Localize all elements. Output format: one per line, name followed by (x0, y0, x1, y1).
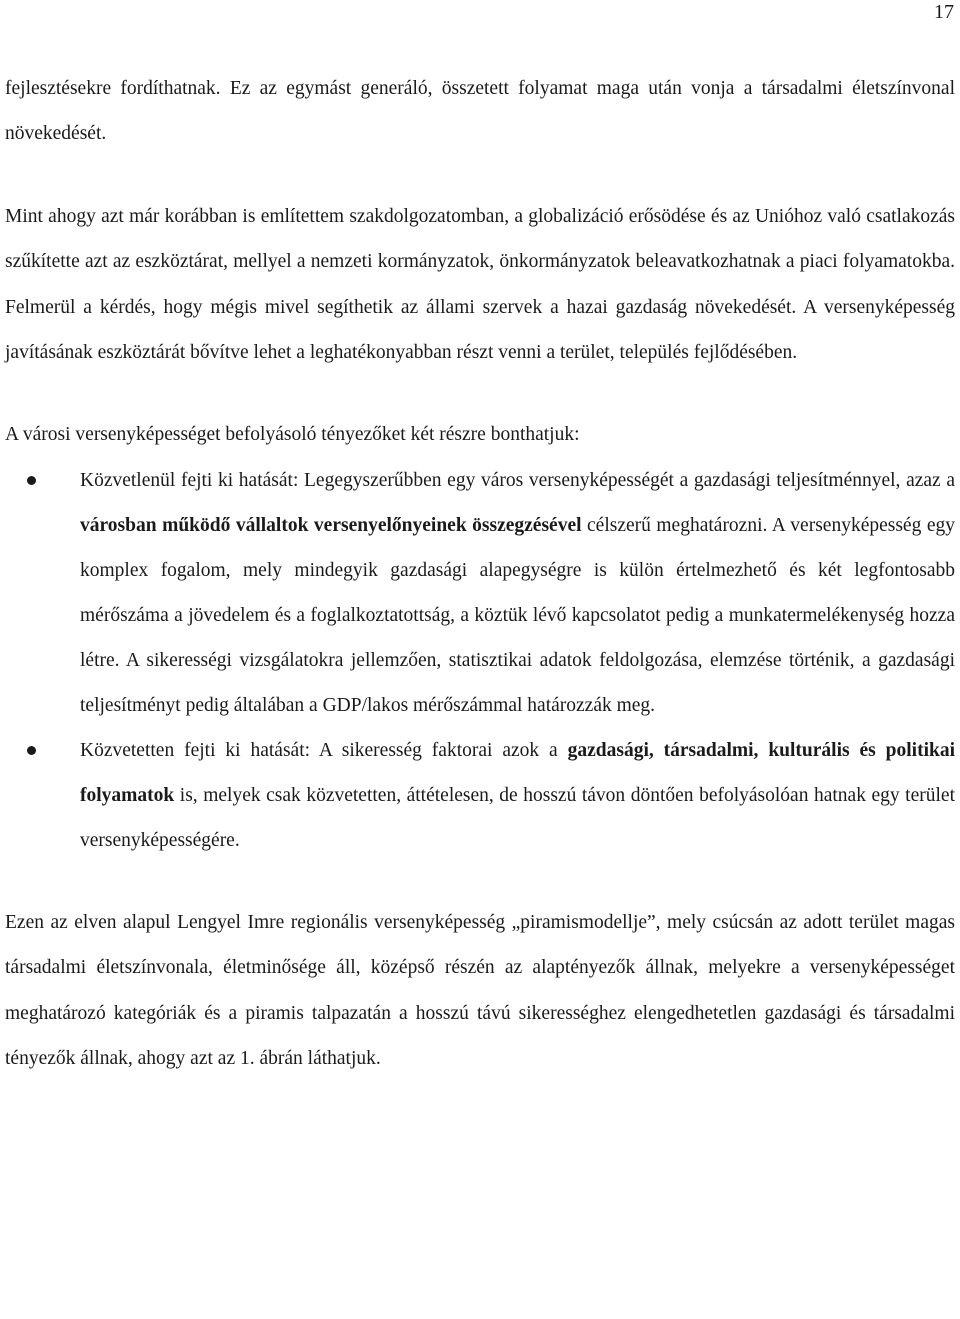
list-item (5, 458, 955, 728)
list-item (5, 728, 955, 863)
list-item-text: Közvetetten fejti ki hatását: A sikeresség faktorai azok a gazdasági, társadalmi, kulturális és politikai folyamatok is, melyek csak közvetetten, áttételesen, de hosszú távon döntően befolyásolóan hatnak egy terület versenyképességére. (80, 739, 955, 851)
bold-text: gazdasági, társadalmi, kulturális és politikai folyamatok (80, 739, 955, 806)
bullet-icon (27, 746, 36, 755)
page-number: 17 (934, 1, 954, 23)
bold-text: városban működő vállaltok versenyelőnyeinek összegzésével (80, 514, 582, 536)
paragraph-2: Mint ahogy azt már korábban is említettem szakdolgozatomban, a globalizáció erősödése és az Unióhoz való csatlakozás szűkítette azt az eszköztárat, mellyel a nemzeti kormányzatok, önkormányzatok beleavatkozhatnak a piaci folyamatokba. Felmerül a kérdés, hogy mégis mivel segíthetik az állami szervek a hazai gazdaság növekedését. A versenyképesség javításának eszköztárát bővítve lehet a leghatékonyabban részt venni a terület, település fejlődésében. (5, 205, 955, 364)
paragraph-3: A városi versenyképességet befolyásoló tényezőket két részre bonthatjuk: (5, 424, 580, 446)
paragraph-4: Ezen az elven alapul Lengyel Imre regionális versenyképesség „piramismodellje”, mely csúcsán az adott terület magas társadalmi életszínvonala, életminősége áll, középső részén az alaptényezők állnak, melyekre a versenyképességet meghatározó kategóriák és a piramis talpazatán a hosszú távú sikerességhez elengedhetetlen gazdasági és társadalmi tényezők állnak, ahogy azt az 1. ábrán láthatjuk. (5, 911, 955, 1070)
bullet-list (5, 458, 955, 863)
list-item-text: Közvetlenül fejti ki hatását: Legegyszerűbben egy város versenyképességét a gazdasági teljesítménnyel, azaz a városban működő vállaltok versenyelőnyeinek összegzésével célszerű meghatározni. A versenyképesség egy komplex fogalom, mely mindegyik gazdasági alapegységre is külön értelmezhető és két legfontosabb mérőszáma a jövedelem és a foglalkoztatottság, a köztük lévő kapcsolatot pedig a munkatermelékenység hozza létre. A sikerességi vizsgálatokra jellemzően, statisztikai adatok feldolgozása, elemzése történik, a gazdasági teljesítményt pedig általában a GDP/lakos mérőszámmal határozzák meg. (80, 469, 955, 716)
bullet-icon (27, 476, 36, 485)
paragraph-1: fejlesztésekre fordíthatnak. Ez az egymást generáló, összetett folyamat maga után vonja a társadalmi életszínvonal növekedését. (5, 78, 955, 145)
document-body (5, 66, 955, 1081)
